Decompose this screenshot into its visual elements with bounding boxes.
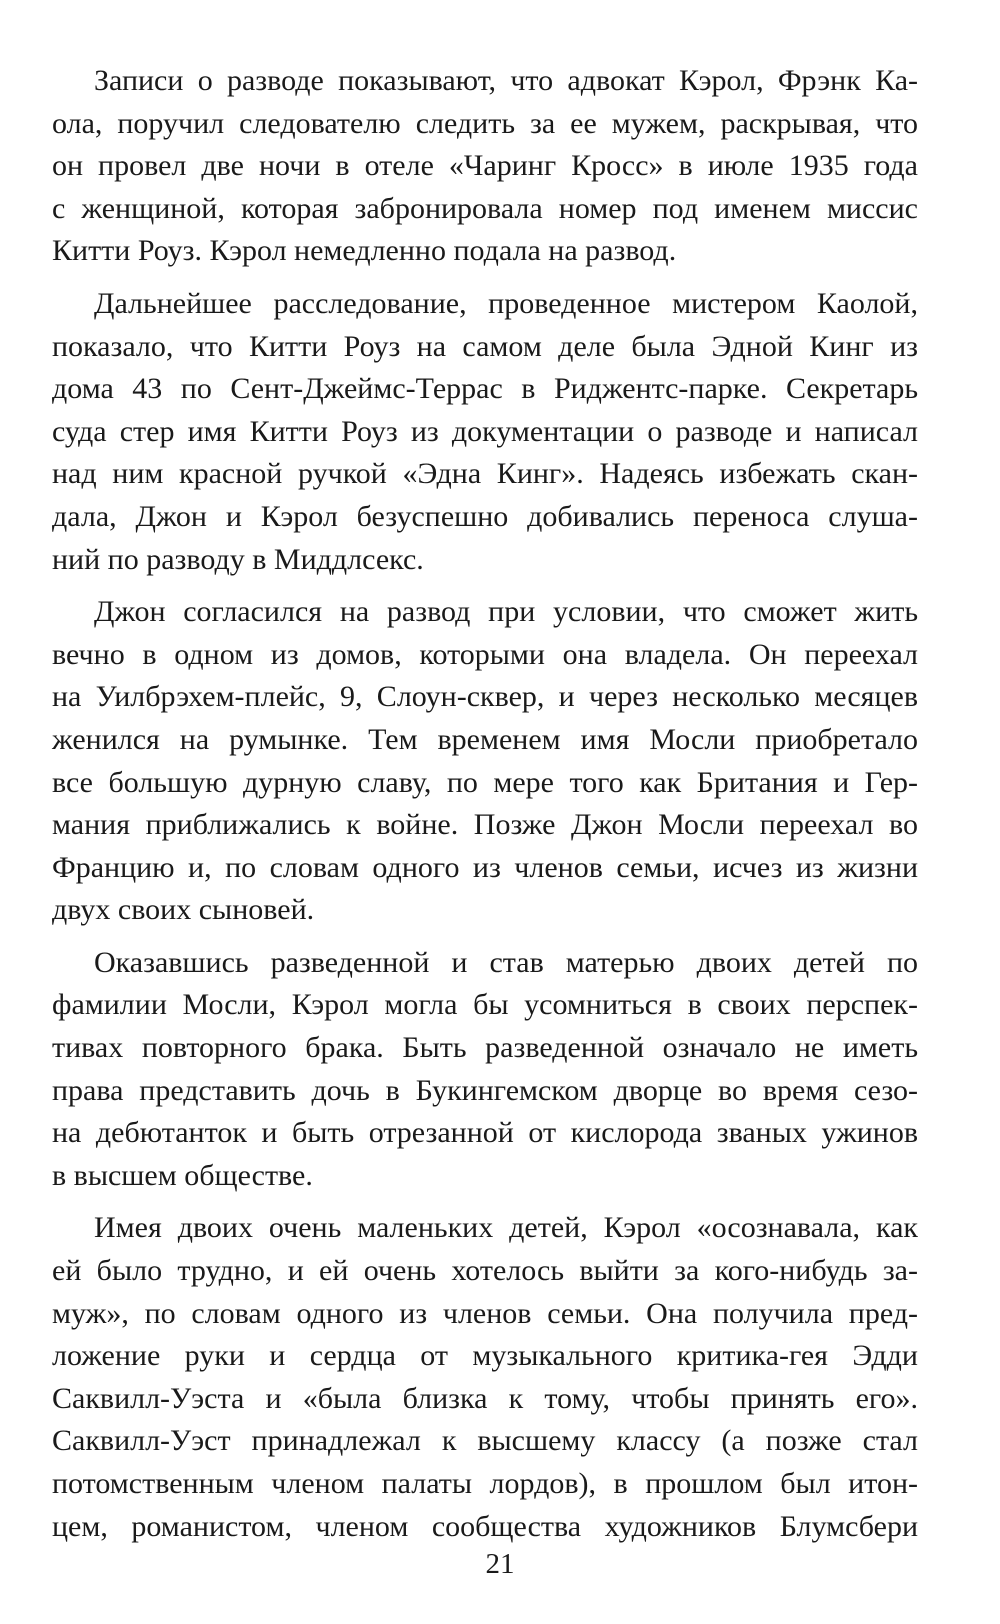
text-line: на дебютанток и быть отрезанной от кислорода званых ужинов bbox=[52, 1116, 918, 1150]
text-line: дала, Джон и Кэрол безуспешно добивались переноса слуша- bbox=[52, 499, 918, 533]
text-line: все большую дурную славу, по мере того как Британия и Гер- bbox=[52, 765, 918, 799]
text-line: суда стер имя Китти Роуз из документации о разводе и написал bbox=[52, 414, 918, 448]
text-line: Дальнейшее расследование, проведенное мистером Каолой, bbox=[94, 286, 918, 320]
text-line: права представить дочь в Букингемском дворце во время сезо- bbox=[52, 1073, 918, 1107]
text-line: тивах повторного брака. Быть разведенной означало не иметь bbox=[52, 1031, 918, 1065]
text-line: Францию и, по словам одного из членов семьи, исчез из жизни bbox=[52, 850, 918, 884]
text-line: показало, что Китти Роуз на самом деле была Эдной Кинг из bbox=[52, 329, 918, 363]
text-line: ола, поручил следователю следить за ее мужем, раскрывая, что bbox=[52, 106, 918, 140]
text-line: вечно в одном из домов, которыми она владела. Он переехал bbox=[52, 637, 918, 671]
text-line: Саквилл-Уэста и «была близка к тому, чтобы принять его». bbox=[52, 1381, 918, 1415]
text-line: муж», по словам одного из членов семьи. Она получила пред- bbox=[52, 1296, 918, 1330]
text-line: ложение руки и сердца от музыкального критика-гея Эдди bbox=[52, 1339, 918, 1373]
paragraph bbox=[52, 1207, 918, 1548]
text-line: фамилии Мосли, Кэрол могла бы усомниться в своих перспек- bbox=[52, 988, 918, 1022]
text-line: в высшем обществе. bbox=[52, 1158, 313, 1192]
paragraph bbox=[52, 60, 918, 273]
text-line: Саквилл-Уэст принадлежал к высшему классу (а позже стал bbox=[52, 1424, 918, 1458]
page-body bbox=[52, 60, 918, 1558]
text-line: Китти Роуз. Кэрол немедленно подала на развод. bbox=[52, 234, 677, 268]
text-line: с женщиной, которая забронировала номер под именем миссис bbox=[52, 191, 918, 225]
paragraph bbox=[52, 942, 918, 1198]
page-number: 21 bbox=[485, 1548, 515, 1580]
text-line: двух своих сыновей. bbox=[52, 893, 315, 927]
text-line: женился на румынке. Тем временем имя Мосли приобретало bbox=[52, 722, 918, 756]
text-line: Имея двоих очень маленьких детей, Кэрол «осознавала, как bbox=[94, 1211, 918, 1245]
text-line: дома 43 по Сент-Джеймс-Террас в Риджентс-парке. Секретарь bbox=[52, 372, 918, 406]
text-line: Джон согласился на развод при условии, что сможет жить bbox=[94, 595, 918, 629]
paragraph bbox=[52, 591, 918, 932]
text-line: Записи о разводе показывают, что адвокат Кэрол, Фрэнк Ка- bbox=[94, 64, 918, 97]
text-line: на Уилбрэхем-плейс, 9, Слоун-сквер, и через несколько месяцев bbox=[52, 680, 918, 714]
text-line: ний по разводу в Миддлсекс. bbox=[52, 542, 424, 576]
text-line: Оказавшись разведенной и став матерью двоих детей по bbox=[94, 945, 918, 979]
text-line: ей было трудно, и ей очень хотелось выйти за кого-нибудь за- bbox=[52, 1254, 918, 1288]
paragraph bbox=[52, 283, 918, 581]
text-line: он провел две ночи в отеле «Чаринг Кросс» в июле 1935 года bbox=[52, 149, 918, 183]
text-line: потомственным членом палаты лордов), в прошлом был итон- bbox=[52, 1467, 918, 1500]
text-line: над ним красной ручкой «Эдна Кинг». Надеясь избежать скан- bbox=[52, 457, 918, 491]
text-line: мания приближались к войне. Позже Джон Мосли переехал во bbox=[52, 808, 918, 842]
text-line: цем, романистом, членом сообщества художников Блумсбери bbox=[52, 1509, 918, 1543]
